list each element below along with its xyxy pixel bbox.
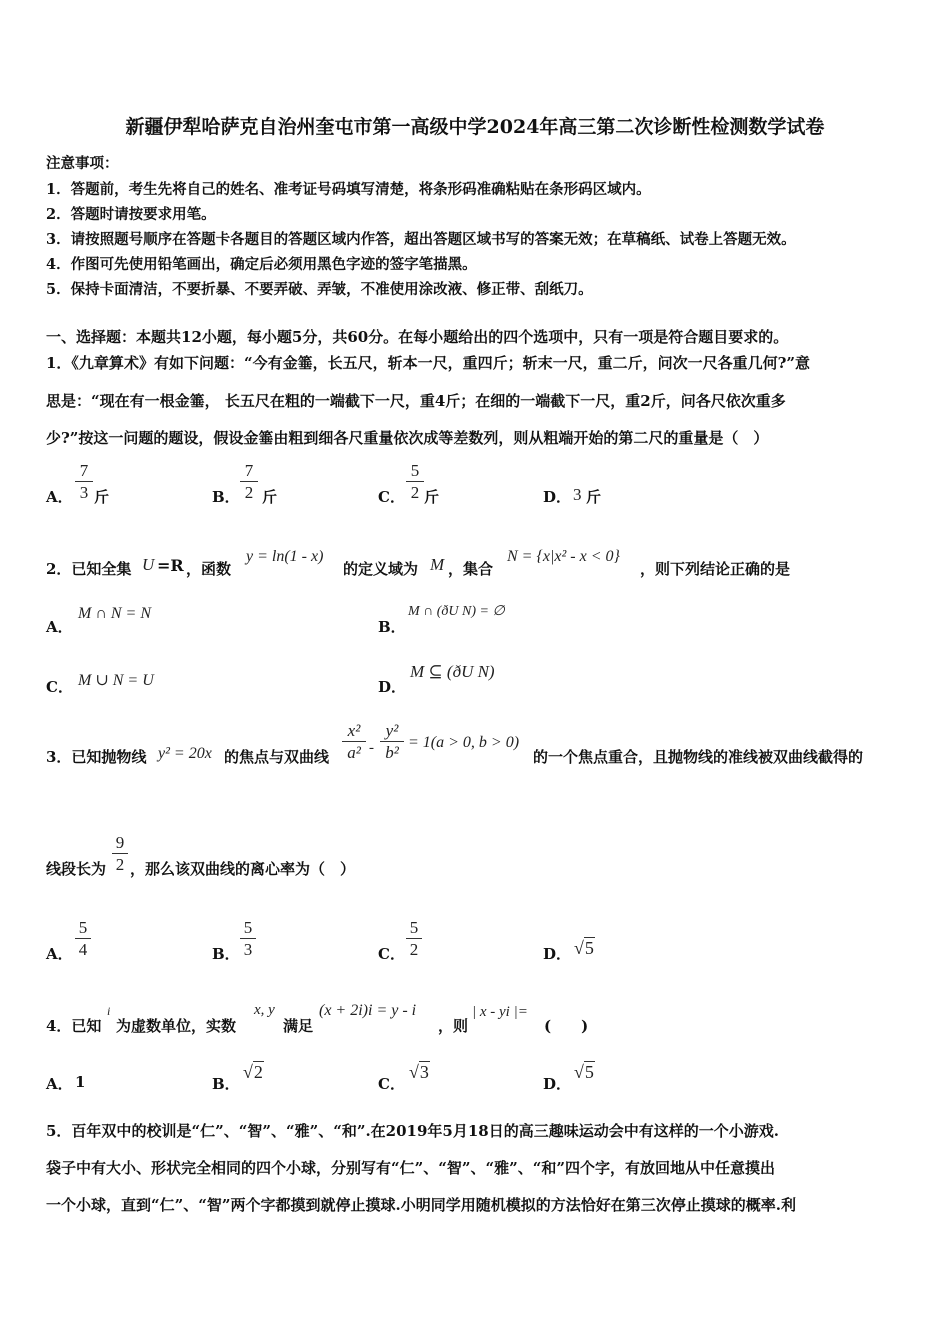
q2-option-a-label: A． (46, 618, 73, 636)
page-title: 新疆伊犁哈萨克自治州奎屯市第一高级中学2024年高三第二次诊断性检测数学试卷 (125, 116, 825, 138)
q2-option-c-label: C． (46, 678, 73, 696)
q3-line-2-prefix: 线段长为 (46, 860, 107, 878)
q2-set-n: N = {x|x² - x < 0} (507, 548, 620, 565)
q5-line-1: 5．百年双中的校训是“仁”、“智”、“雅”、“和”.在2019年5月18日的高三趣味运动会中有这样的一个小游戏. (46, 1122, 779, 1140)
q2-suffix: ，则下列结论正确的是 (640, 560, 791, 578)
q4-option-a-value: 1 (75, 1073, 86, 1091)
q2-prefix: 2．已知全集 (46, 560, 132, 578)
q1-line-3: 少?”按这一问题的题设，假设金箠由粗到细各尺重量依次成等差数列，则从粗端开始的第二尺的重量是（ ） (46, 429, 769, 447)
q1-option-b-label: B． (212, 488, 240, 506)
q2-option-d-expr: M ⊆ (ðU N) (410, 662, 495, 681)
note-item-3: 3．请按照题号顺序在答题卡各题目的答题区域内作答，超出答题区域书写的答案无效；在草稿纸、试卷上答题无效。 (46, 231, 796, 248)
q3-parabola: y² = 20x (158, 745, 212, 762)
q4-equation: (x + 2i)i = y - i (319, 1002, 417, 1019)
q3-option-a-label: A． (46, 945, 73, 963)
q4-modulus: | x - yi |= (472, 1004, 528, 1020)
note-item-1: 1．答题前，考生先将自己的姓名、准考证号码填写清楚，将条形码准确粘贴在条形码区域内。 (46, 181, 651, 198)
q1-line-1: 1．《九章算术》有如下问题：“今有金箠，长五尺，斩本一尺，重四斤；斩末一尺，重二斤，问次一尺各重几何?”意 (46, 354, 810, 372)
q4-text-3: ，则 (438, 1017, 469, 1035)
section-heading: 一、选择题：本题共12小题，每小题5分，共60分。在每小题给出的四个选项中，只有一项是符合题目要求的。 (46, 328, 789, 346)
q2-option-b-expr: M ∩ (ðU N) = ∅ (408, 604, 505, 619)
q3-option-c-fraction: 5 2 (406, 919, 422, 958)
q3-suffix: 的一个焦点重合，且抛物线的准线被双曲线截得的 (533, 748, 864, 766)
q2-option-c-expr: M ∪ N = U (78, 672, 154, 689)
q1-option-a-unit: 斤 (94, 488, 110, 506)
q3-hyperbola-y-term: y² b² (380, 722, 404, 761)
q1-option-c-label: C． (378, 488, 405, 506)
q4-text-1: 为虚数单位，实数 (116, 1017, 237, 1035)
note-item-4: 4．作图可先使用铅笔画出，确定后必须用黑色字迹的签字笔描黑。 (46, 256, 477, 273)
q5-line-2: 袋子中有大小、形状完全相同的四个小球，分别写有“仁”、“智”、“雅”、“和”四个字，有放回地从中任意摸出 (46, 1159, 776, 1177)
note-item-5: 5．保持卡面清洁，不要折暴、不要弄破、弄皱，不准使用涂改液、修正带、刮纸刀。 (46, 281, 593, 298)
q1-option-a-fraction: 7 3 (75, 462, 93, 501)
q3-option-c-label: C． (378, 945, 405, 963)
q4-option-b-label: B． (212, 1075, 240, 1093)
q1-option-b-fraction: 7 2 (240, 462, 258, 501)
notes-heading: 注意事项： (46, 155, 119, 172)
note-item-2: 2．答题时请按要求用笔。 (46, 206, 216, 223)
q4-option-c-label: C． (378, 1075, 405, 1093)
q3-prefix: 3．已知抛物线 (46, 748, 147, 766)
q4-option-d-sqrt: √5 (574, 1062, 594, 1082)
q2-universal-set: U (142, 555, 155, 574)
q1-option-a-label: A． (46, 488, 73, 506)
q3-option-b-label: B． (212, 945, 240, 963)
q3-option-d-label: D． (543, 945, 572, 963)
q2-text-1: ，函数 (186, 560, 232, 578)
q4-option-a-label: A． (46, 1075, 73, 1093)
q2-equals-r: =R (157, 556, 184, 575)
q2-text-2: 的定义域为 (343, 560, 419, 578)
q3-hyperbola-x-term: x² a² (342, 722, 366, 761)
q4-real-xy: x, y (254, 1002, 275, 1018)
q5-line-3: 一个小球，直到“仁”、“智”两个字都摸到就停止摸球.小明同学用随机模拟的方法恰好在第三次停止摸球的概率.利 (46, 1196, 796, 1214)
q1-option-c-fraction: 5 2 (406, 462, 424, 501)
q3-segment-length: 9 2 (112, 834, 128, 873)
q1-option-d-value: 3 (573, 485, 582, 504)
q3-hyperbola-condition: = 1(a > 0, b > 0) (408, 734, 520, 751)
q4-text-2: 满足 (283, 1017, 314, 1035)
q1-option-d-label: D． (543, 488, 572, 506)
q3-line-2-suffix: ，那么该双曲线的离心率为（ ） (130, 860, 356, 878)
q2-set-m: M (430, 555, 445, 574)
q4-option-d-label: D． (543, 1075, 572, 1093)
q4-answer-paren: ( ) (544, 1017, 589, 1035)
q4-option-c-sqrt: √3 (409, 1062, 429, 1082)
q2-option-b-label: B． (378, 618, 406, 636)
q3-option-d-sqrt: √5 (574, 938, 594, 958)
q2-function: y = ln(1 - x) (246, 548, 324, 565)
q2-option-d-label: D． (378, 678, 407, 696)
q3-minus: - (369, 740, 374, 756)
q3-text-1: 的焦点与双曲线 (224, 748, 330, 766)
q1-option-b-unit: 斤 (262, 488, 278, 506)
q1-line-2: 思是：“现在有一根金箠， 长五尺在粗的一端截下一尺，重4斤；在细的一端截下一尺，重2斤，问各尺依次重多 (46, 392, 786, 410)
q3-option-b-fraction: 5 3 (240, 919, 256, 958)
q2-text-3: ，集合 (448, 560, 494, 578)
q1-option-d-unit: 斤 (586, 488, 602, 506)
q1-option-c-unit: 斤 (424, 488, 440, 506)
q2-option-a-expr: M ∩ N = N (78, 605, 152, 622)
q4-option-b-sqrt: √2 (243, 1062, 263, 1082)
q4-imaginary-unit: i (107, 1004, 111, 1018)
q3-option-a-fraction: 5 4 (75, 919, 91, 958)
q4-prefix: 4．已知 (46, 1017, 102, 1035)
